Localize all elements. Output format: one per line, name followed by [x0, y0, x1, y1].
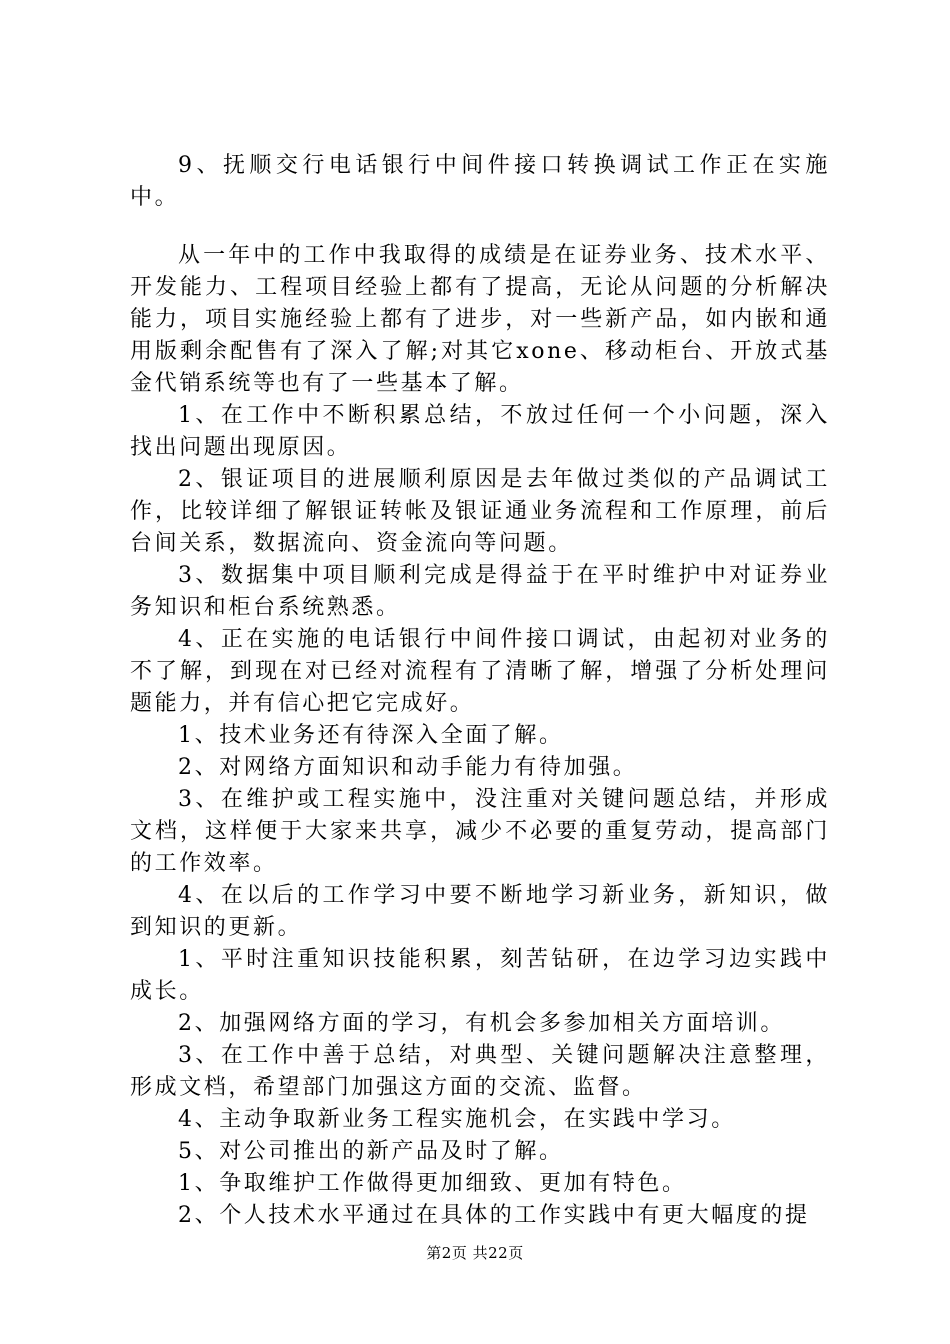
paragraph-point: 2、银证项目的进展顺利原因是去年做过类似的产品调试工作，比较详细了解银证转帐及银证通业务流程和工作原理，前后台间关系，数据流向、资金流向等问题。	[130, 467, 830, 556]
paragraph-point: 3、在工作中善于总结，对典型、关键问题解决注意整理，形成文档，希望部门加强这方面的交流、监督。	[130, 1043, 830, 1100]
page-footer	[0, 1242, 950, 1263]
paragraph-point: 1、争取维护工作做得更加细致、更加有特色。	[178, 1171, 687, 1196]
paragraph-point: 3、数据集中项目顺利完成是得益于在平时维护中对证券业务知识和柜台系统熟悉。	[130, 563, 830, 620]
paragraph-point: 1、技术业务还有待深入全面了解。	[178, 723, 564, 748]
paragraph-point: 4、正在实施的电话银行中间件接口调试，由起初对业务的不了解，到现在对已经对流程有了清晰了解，增强了分析处理问题能力，并有信心把它完成好。	[130, 627, 830, 716]
page-number-label: 第2页 共22页	[426, 1244, 524, 1262]
paragraph-point: 2、个人技术水平通过在具体的工作实践中有更大幅度的提	[178, 1203, 810, 1228]
paragraph-point: 4、主动争取新业务工程实施机会，在实践中学习。	[178, 1107, 736, 1132]
paragraph-point: 1、在工作中不断积累总结，不放过任何一个小问题，深入找出问题出现原因。	[130, 403, 830, 460]
paragraph-point: 2、加强网络方面的学习，有机会多参加相关方面培训。	[178, 1011, 785, 1036]
document-body	[130, 150, 830, 1232]
paragraph-item-9: 9、抚顺交行电话银行中间件接口转换调试工作正在实施中。	[130, 153, 830, 210]
paragraph-point: 5、对公司推出的新产品及时了解。	[178, 1139, 564, 1164]
paragraph-achievements: 从一年中的工作中我取得的成绩是在证券业务、技术水平、开发能力、工程项目经验上都有了提高，无论从问题的分析解决能力，项目实施经验上都有了进步，对一些新产品，如内嵌和通用版剩余配售有了深入了解;对其它xone、移动柜台、开放式基金代销系统等也有了一些基本了解。	[130, 243, 830, 396]
paragraph-point: 4、在以后的工作学习中要不断地学习新业务，新知识，做到知识的更新。	[130, 883, 830, 940]
paragraph-point: 1、平时注重知识技能积累，刻苦钻研，在边学习边实践中成长。	[130, 947, 830, 1004]
paragraph-point: 2、对网络方面知识和动手能力有待加强。	[178, 755, 638, 780]
paragraph-point: 3、在维护或工程实施中，没注重对关键问题总结，并形成文档，这样便于大家来共享，减少不必要的重复劳动，提高部门的工作效率。	[130, 787, 830, 876]
